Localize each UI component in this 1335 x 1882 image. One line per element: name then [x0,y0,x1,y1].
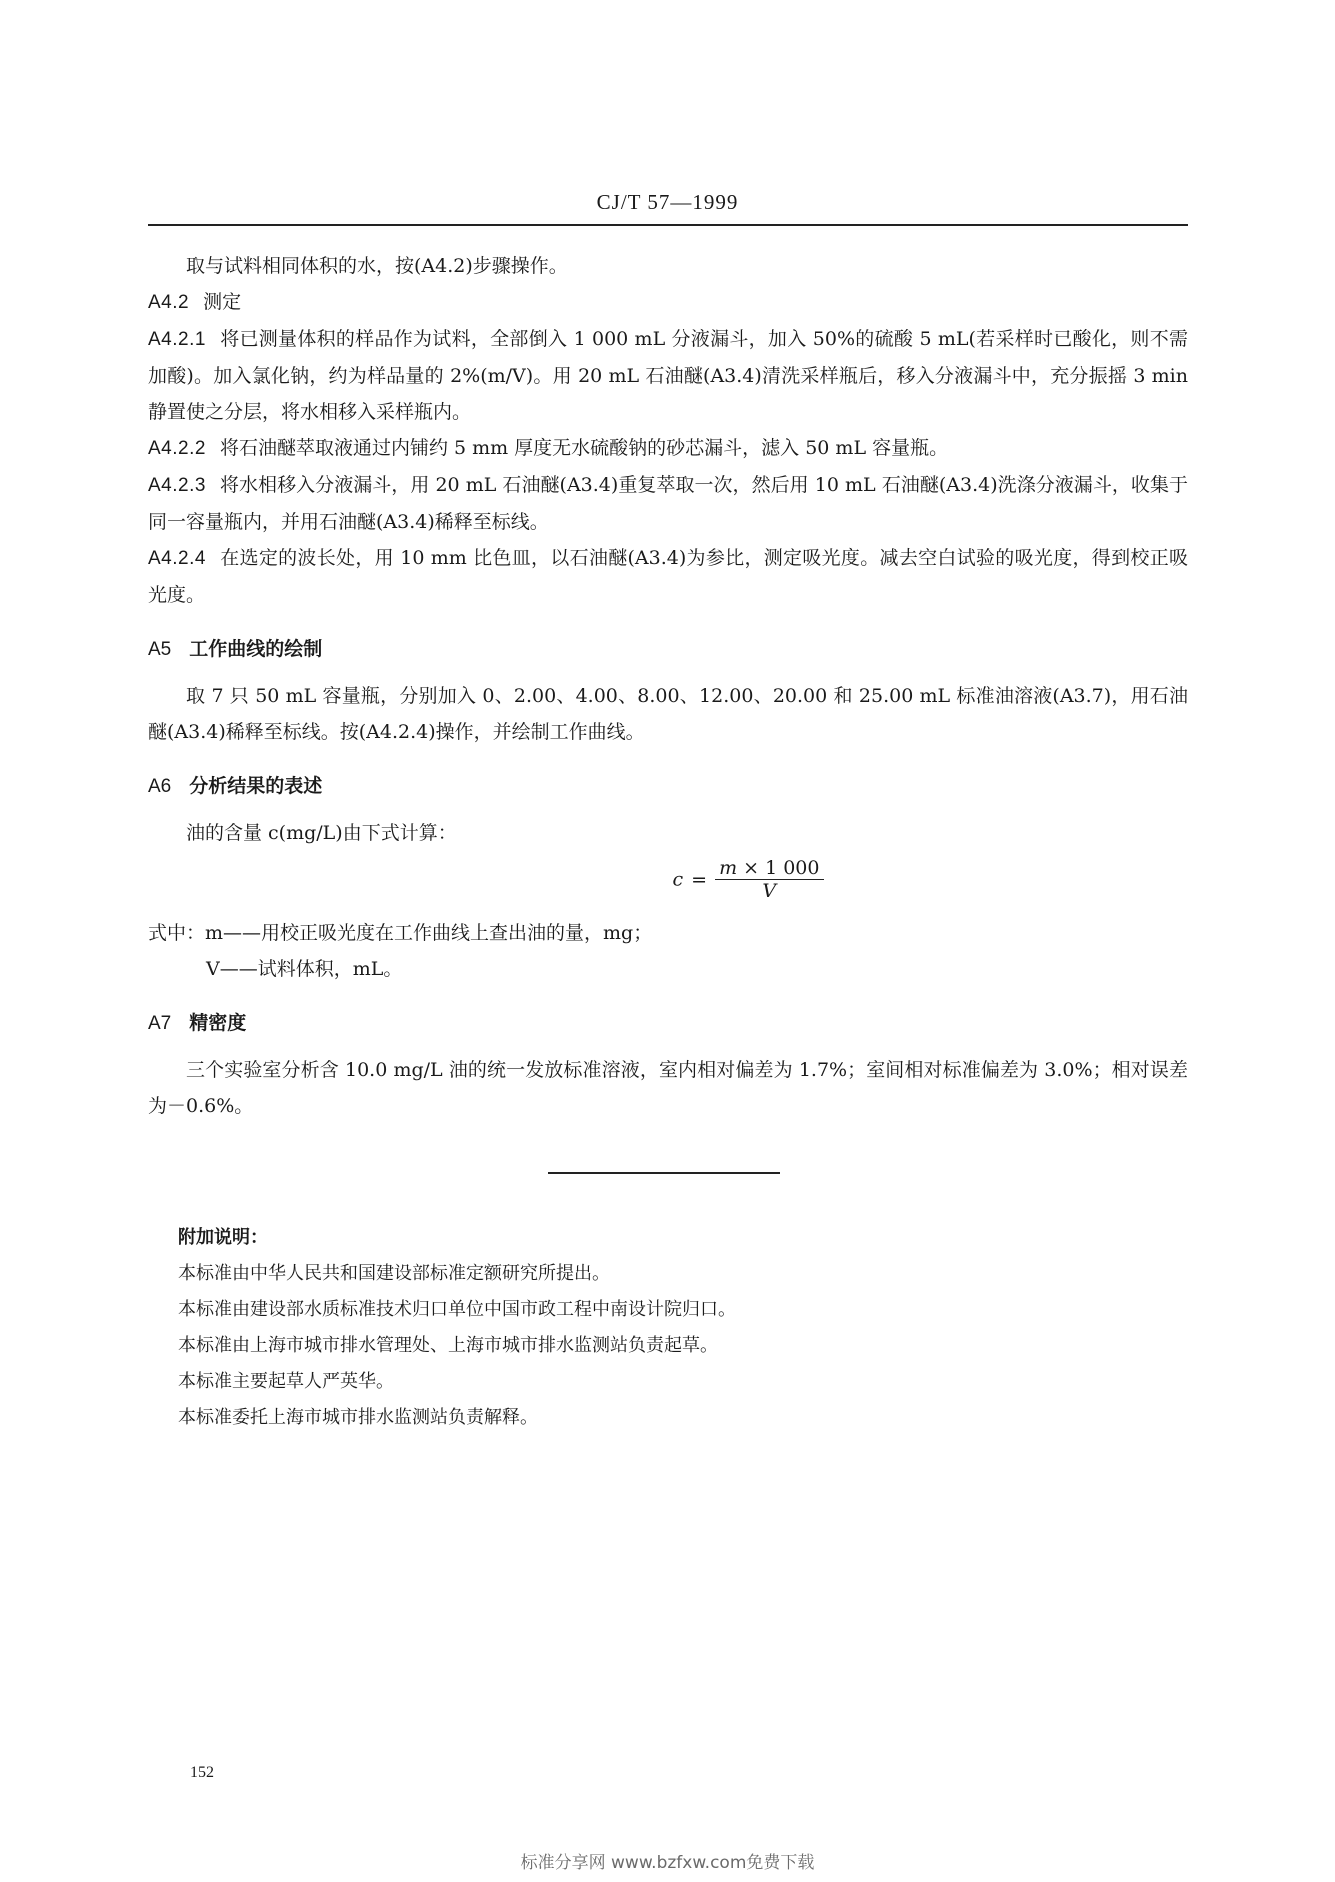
formula-equals: = [691,868,708,891]
formula-denominator: V [762,880,777,902]
clause-a423 [148,467,1188,540]
section-title: 分析结果的表述 [189,775,323,797]
formula-row [148,857,1188,909]
section-title: 工作曲线的绘制 [189,638,323,660]
formula-fraction [715,857,823,902]
where-m-line: 式中：m——用校正吸光度在工作曲线上查出油的量，mg； [148,922,653,944]
section-a7-heading [148,1005,1188,1042]
notes-line: 本标准由建设部水质标准技术归口单位中国市政工程中南设计院归口。 [178,1299,736,1320]
clause-text: 将已测量体积的样品作为试料，全部倒入 1 000 mL 分液漏斗，加入 50%的硫酸 5 mL(若采样时已酸化，则不需加酸)。加入氯化钠，约为样品量的 2%(m/V)。用 20 mL 石油醚(A3.4)清洗采样瓶后，移入分液漏斗中，充分振摇 3 min 静置使之分层，将水相移入采样瓶内。 [148,328,1188,423]
section-title: 测定 [203,291,242,313]
numerator-variable: m [719,857,738,879]
section-a6-heading [148,768,1188,805]
clause-number: A4.2.2 [148,438,206,459]
oil-content-formula [672,857,823,902]
notes-line: 本标准委托上海市城市排水监测站负责解释。 [178,1407,538,1428]
clause-number: A4.2.3 [148,475,206,496]
numerator-rest: × 1 000 [737,857,820,879]
additional-notes [178,1220,736,1436]
section-number: A4.2 [148,292,190,313]
notes-line: 本标准由中华人民共和国建设部标准定额研究所提出。 [178,1263,610,1284]
clause-text: 将石油醚萃取液通过内铺约 5 mm 厚度无水硫酸钠的砂芯漏斗，滤入 50 mL 容量瓶。 [219,437,949,459]
clause-text: 在选定的波长处，用 10 mm 比色皿，以石油醚(A3.4)为参比，测定吸光度。减去空白试验的吸光度，得到校正吸光度。 [148,547,1188,606]
standard-code-header: CJ/T 57—1999 [596,190,739,214]
formula-numerator [715,857,823,880]
section-a5-text: 取 7 只 50 mL 容量瓶，分别加入 0、2.00、4.00、8.00、12.00、20.00 和 25.00 mL 标准油溶液(A3.7)，用石油醚(A3.4)稀释至标线。按(A4.2.4)操作，并绘制工作曲线。 [148,685,1188,743]
section-number: A6 [148,776,172,797]
clause-text: 将水相移入分液漏斗，用 20 mL 石油醚(A3.4)重复萃取一次，然后用 10 mL 石油醚(A3.4)洗涤分液漏斗，收集于同一容量瓶内，并用石油醚(A3.4)稀释至标线。 [148,474,1188,533]
section-a42-heading [148,284,1188,321]
page-number: 152 [190,1764,214,1781]
section-number: A7 [148,1013,172,1034]
header-rule [148,224,1188,226]
formula-lead: 油的含量 c(mg/L)由下式计算： [186,822,457,844]
intro-paragraph: 取与试料相同体积的水，按(A4.2)步骤操作。 [186,255,568,277]
where-v-line: V——试料体积，mL。 [206,958,403,980]
section-a5-heading [148,631,1188,668]
notes-title: 附加说明： [178,1227,268,1248]
footer-watermark: 标准分享网 www.bzfxw.com免费下载 [520,1853,815,1873]
clause-number: A4.2.1 [148,329,206,350]
notes-line: 本标准由上海市城市排水管理处、上海市城市排水监测站负责起草。 [178,1335,718,1356]
document-body [148,248,1188,1124]
section-a7-text: 三个实验室分析含 10.0 mg/L 油的统一发放标准溶液，室内相对偏差为 1.7%；室间相对标准偏差为 3.0%；相对误差为－0.6%。 [148,1059,1188,1117]
clause-a422 [148,430,1188,467]
clause-a424 [148,540,1188,613]
section-title: 精密度 [189,1012,247,1034]
clause-a421 [148,321,1188,430]
notes-line: 本标准主要起草人严英华。 [178,1371,394,1392]
section-number: A5 [148,639,172,660]
end-rule [548,1172,780,1174]
formula-lhs: c [672,868,684,891]
clause-number: A4.2.4 [148,548,206,569]
